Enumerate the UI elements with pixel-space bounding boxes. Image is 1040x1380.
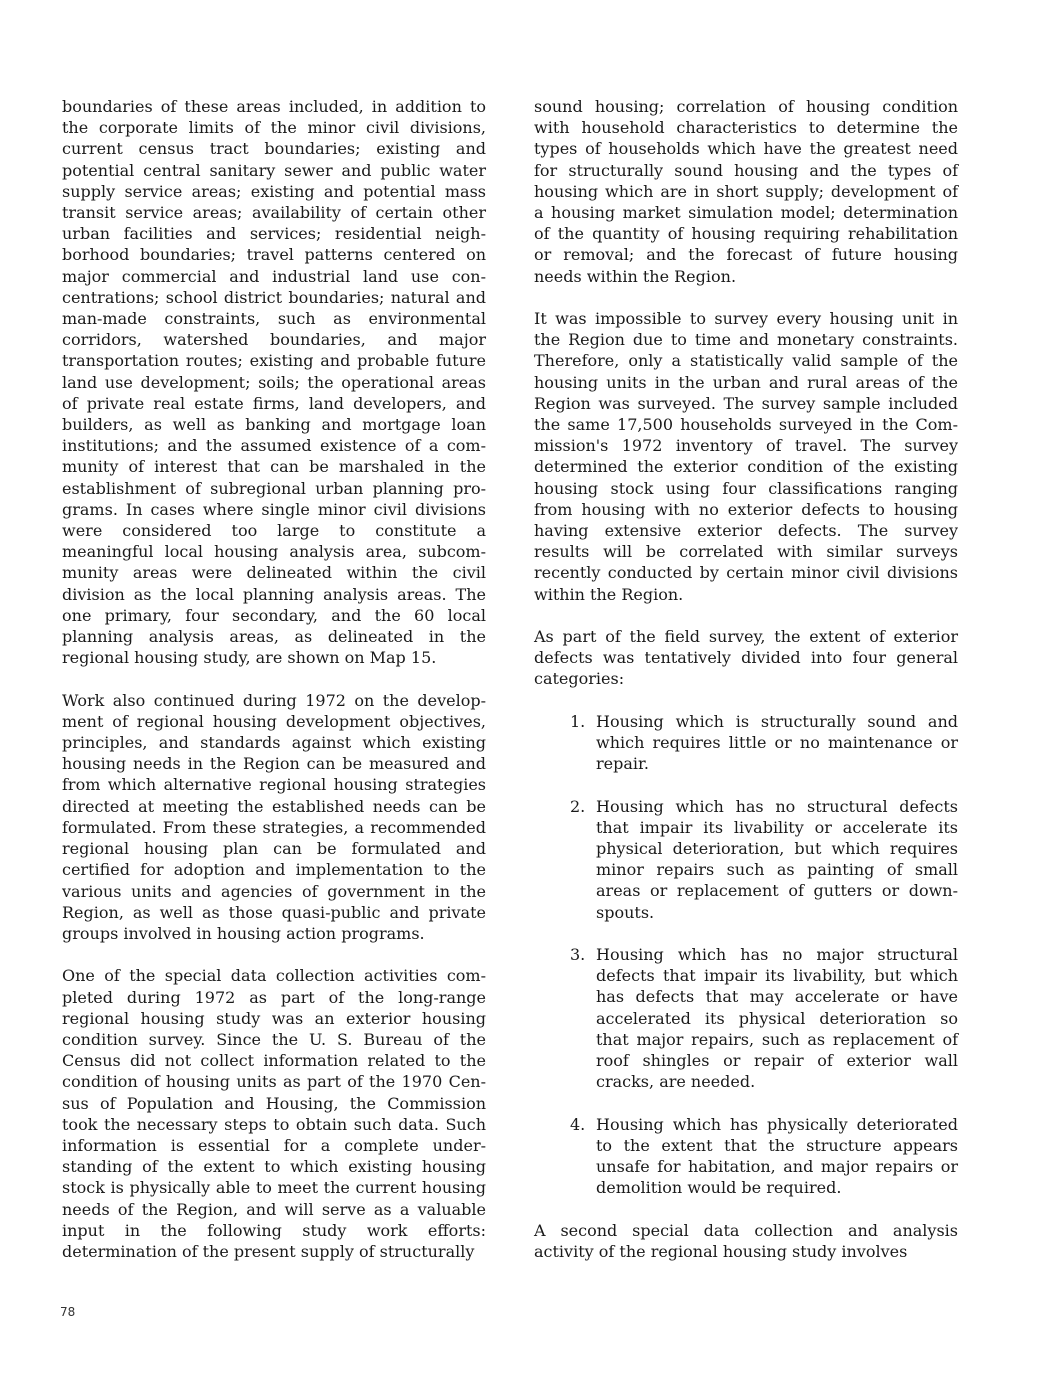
right-paragraph-2: It was impossible to survey every housing unit in the Region due to time and monetary constraints. Therefore, only a statistically valid sample of the housing units in the urban and rural areas of the Region was surveyed. The survey sample included the same 17,500 households surveyed in the Commission's 1972 inventory of travel. The survey determined the exterior condition of the existing housing stock using four classifications ranging from housing with no exterior defects to housing having extensive exterior defects. The survey results will be correlated with similar surveys recently conducted by certain minor civil divisions within the Region. [534,309,958,604]
left-column [62,96,486,1283]
list-item-number: 1. [570,711,586,731]
list-item-number: 3. [570,945,586,965]
defect-categories-list [534,711,958,1199]
list-item-text: Housing which has physically deteriorated to the extent that the structure appears unsafe for habitation, and major repairs or demolition would be required. [596,1114,958,1198]
right-paragraph-1: sound housing; correlation of housing condition with household characteristics to determine the types of households which have the greatest need for structurally sound housing and the types of housing which are in short supply; development of a housing market simulation model; determination of the quantity of housing requiring rehabilitation or removal; and the forecast of future housing needs within the Region. [534,97,958,286]
left-paragraph-2: Work also continued during 1972 on the development of regional housing development objectives, principles, and standards against which existing housing needs in the Region can be measured and from which alternative regional housing strategies directed at meeting the established needs can be formulated. From these strategies, a recommended regional housing plan can be formulated and certified for adoption and implementation to the various units and agencies of government in the Region, as well as those quasi-public and private groups involved in housing action programs. [62,690,486,943]
list-item-text: Housing which is structurally sound and which requires little or no maintenance or repair. [596,711,958,774]
right-column [534,96,958,1283]
list-item-number: 2. [570,796,586,816]
list-item-text: Housing which has no structural defects that impair its livability or accelerate its physical deterioration, but which requires minor repairs such as painting of small areas or replacement of gutters or downspouts. [596,796,958,922]
page-number: 78 [60,1305,76,1319]
list-item-number: 4. [570,1114,586,1134]
list-item [570,944,958,1092]
right-paragraph-final: A second special data collection and analysis activity of the regional housing study involves [534,1220,958,1261]
left-paragraph-1: boundaries of these areas included, in addition to the corporate limits of the minor civil divisions, current census tract boundaries; existing and potential central sanitary sewer and public water supply service areas; existing and potential mass transit service areas; availability of certain other urban facilities and services; residential neighborhood boundaries; travel patterns centered on major commercial and industrial land use concentrations; school district boundaries; natural and man-made constraints, such as environmental corridors, watershed boundaries, and major transportation routes; existing and probable future land use development; soils; the operational areas of private real estate firms, land developers, and builders, as well as banking and mortgage loan institutions; and the assumed existence of a community of interest that can be marshaled in the establishment of subregional urban planning programs. In cases where single minor civil divisions were considered too large to constitute a meaningful local housing analysis area, subcommunity areas were delineated within the civil division as the local planning analysis areas. The one primary, four secondary, and the 60 local planning analysis areas, as delineated in the regional housing study, are shown on Map 15. [62,97,486,668]
list-item [570,1114,958,1199]
list-item-text: Housing which has no major structural defects that impair its livability, but which has defects that may accelerate or have accelerated its physical deterioration so that major repairs, such as replacement of roof shingles or repair of exterior wall cracks, are needed. [596,945,958,1092]
list-item [570,711,958,775]
list-item [570,796,958,923]
left-paragraph-3: One of the special data collection activities completed during 1972 as part of the long-range regional housing study was an exterior housing condition survey. Since the U. S. Bureau of the Census did not collect information related to the condition of housing units as part of the 1970 Census of Population and Housing, the Commission took the necessary steps to obtain such data. Such information is essential for a complete understanding of the extent to which existing housing stock is physically able to meet the current housing needs of the Region, and will serve as a valuable input in the following study work efforts: determination of the present supply of structurally [62,966,486,1261]
right-paragraph-3: As part of the field survey, the extent of exterior defects was tentatively divided into four general categories: [534,627,958,689]
